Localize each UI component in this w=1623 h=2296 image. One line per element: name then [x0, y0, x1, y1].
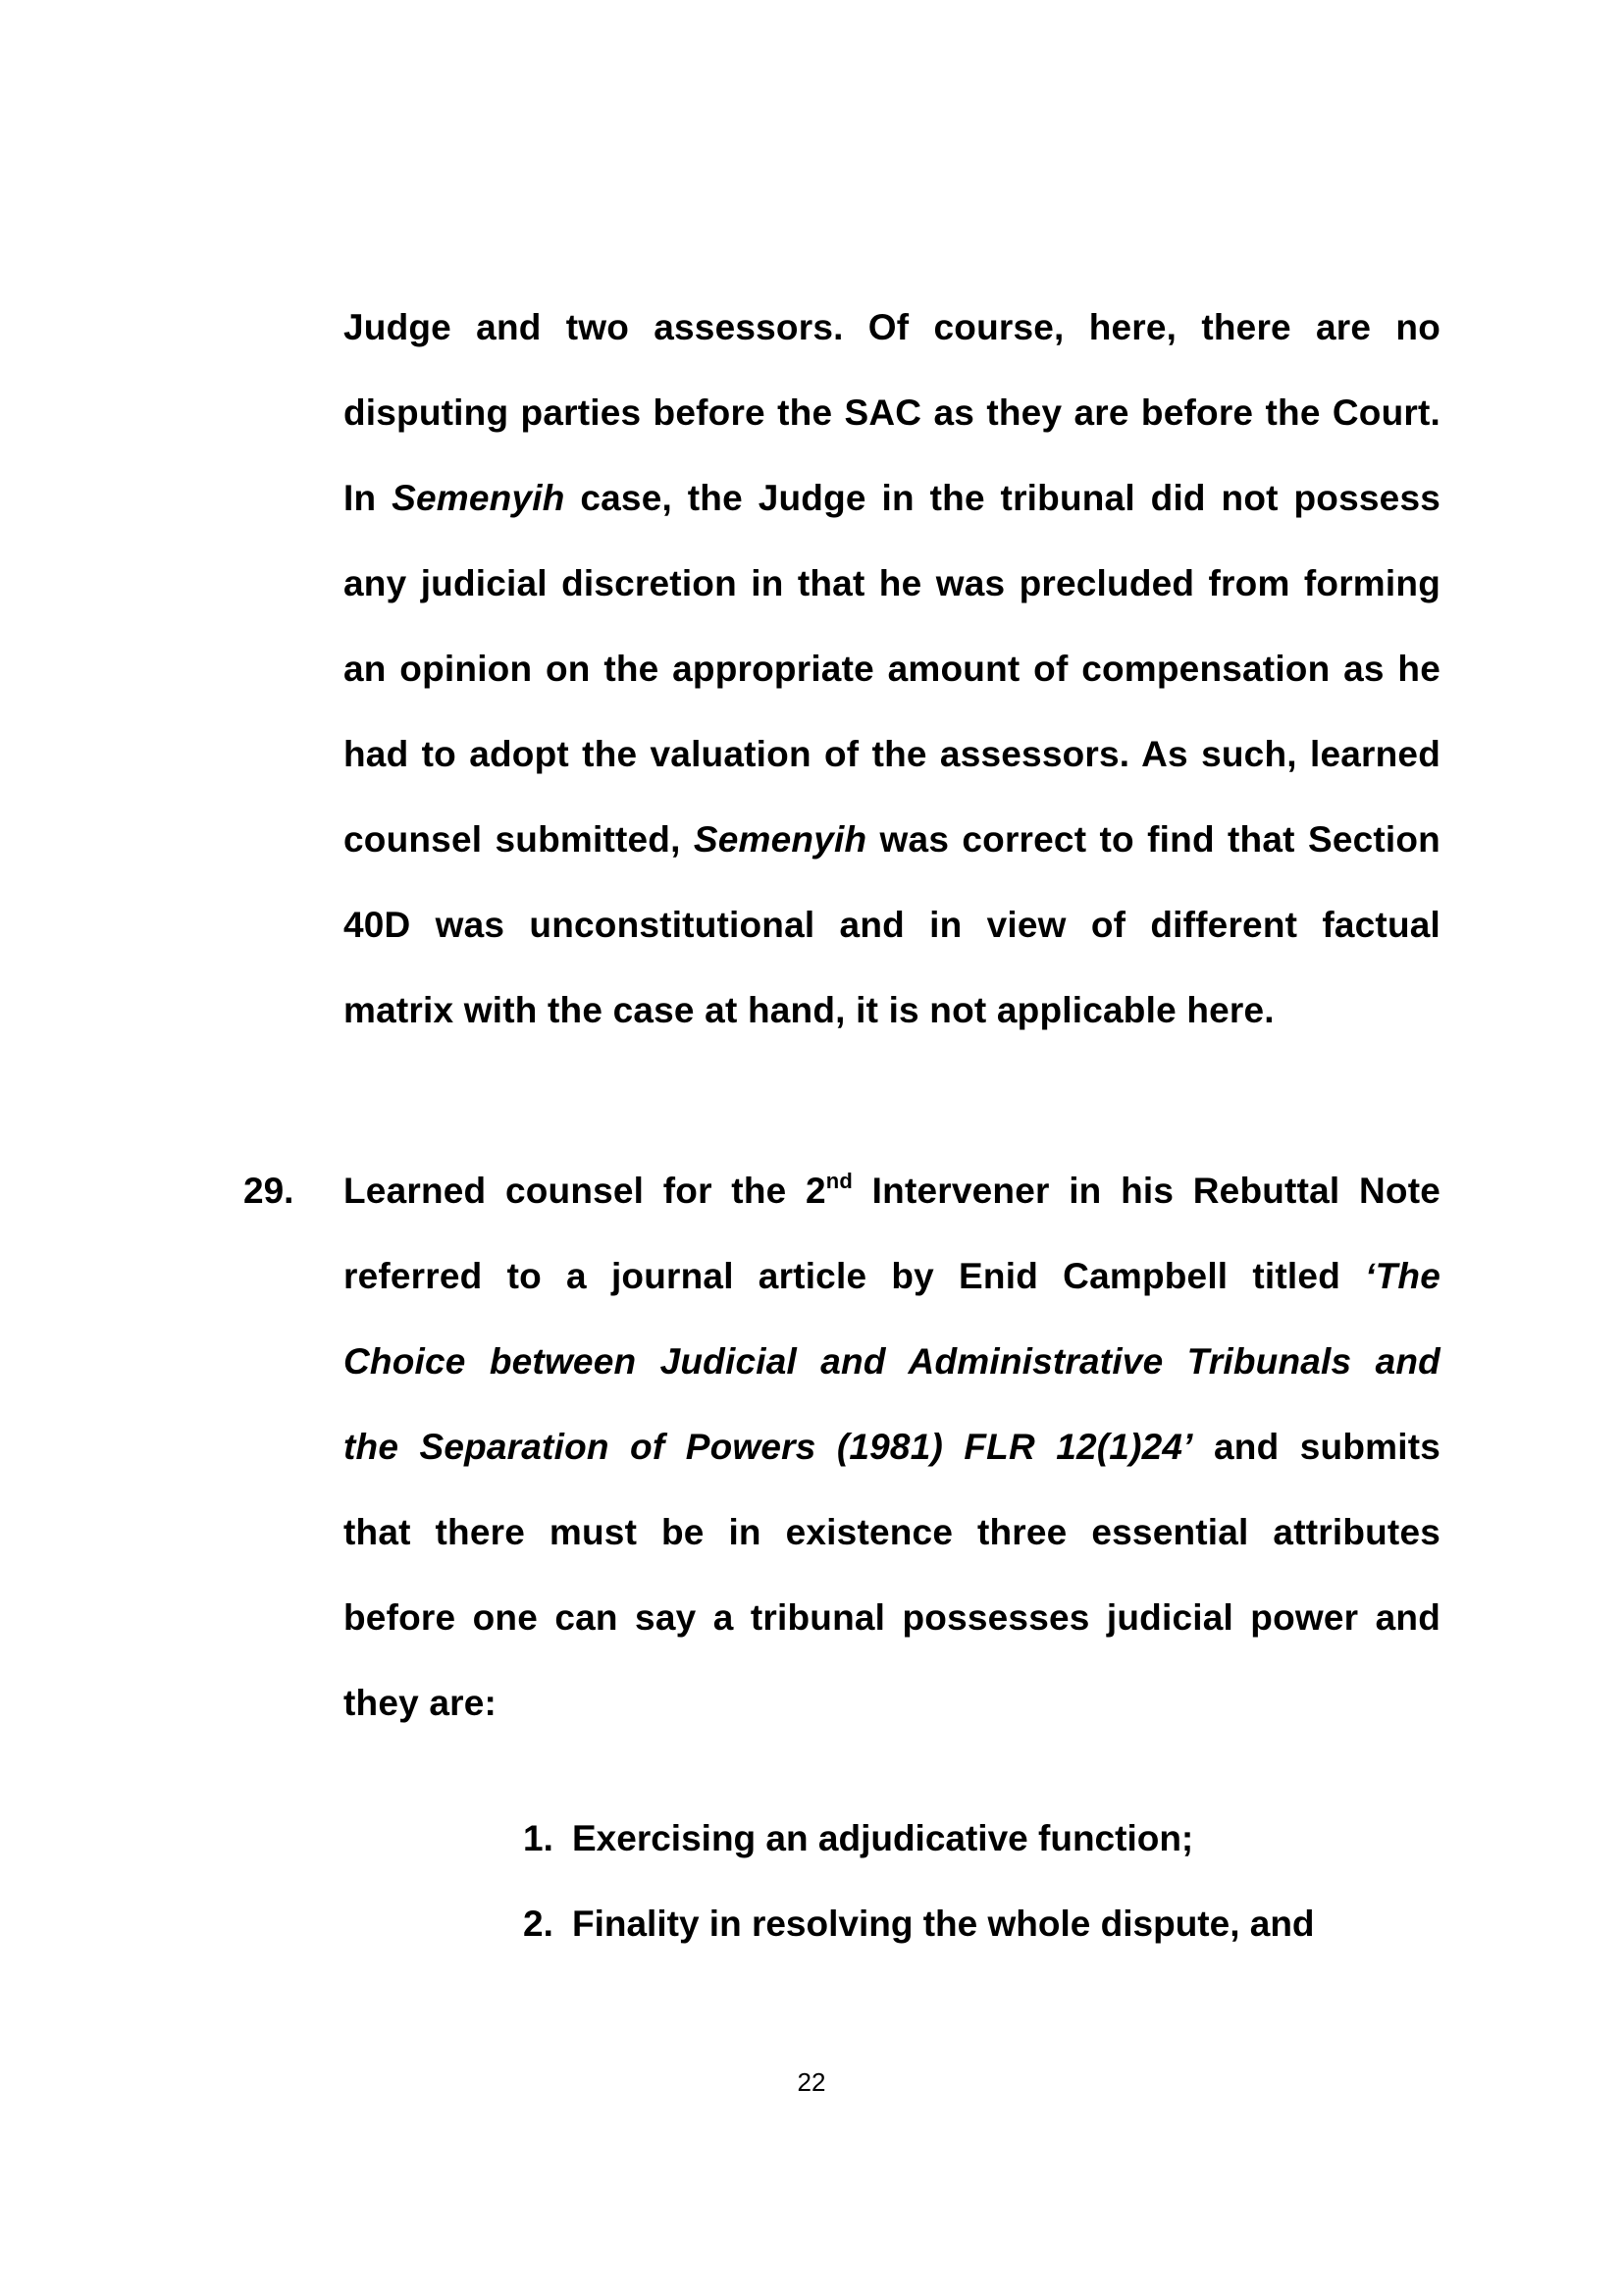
text-line: disputing parties before the SAC as they are before the Court.: [343, 392, 1440, 433]
page-number: 22: [797, 2067, 826, 2097]
text-fragment: case, the Judge in the tribunal did not possess: [564, 478, 1440, 518]
text-fragment: Intervener in his Rebuttal Note: [853, 1171, 1440, 1211]
text-line: an opinion on the appropriate amount of compensation as he: [343, 649, 1440, 689]
text-line: [343, 1233, 1440, 1319]
list-item-text: Finality in resolving the whole dispute, and: [572, 1904, 1315, 1944]
text-fragment: counsel submitted,: [343, 819, 694, 860]
article-title-line: Choice between Judicial and Administrative Tribunals and: [343, 1341, 1440, 1382]
intro-paragraph: [343, 285, 1440, 1053]
text-line: they are:: [343, 1683, 497, 1723]
text-line: [343, 1404, 1440, 1489]
list-item: [523, 1796, 1315, 1881]
text-line: any judicial discretion in that he was precluded from forming: [343, 563, 1440, 603]
text-line: before one can say a tribunal possesses judicial power and: [343, 1597, 1440, 1638]
text-fragment: referred to a journal article by Enid Campbell titled: [343, 1256, 1366, 1296]
paragraph-29: [343, 1148, 1440, 1746]
list-item-text: Exercising an adjudicative function;: [572, 1818, 1194, 1858]
text-line: that there must be in existence three essential attributes: [343, 1512, 1440, 1552]
text-line: Judge and two assessors. Of course, here, there are no: [343, 307, 1440, 347]
text-fragment: was correct to find that Section: [866, 819, 1440, 860]
text-fragment: Learned counsel for the 2: [343, 1171, 826, 1211]
list-item-number: 1.: [523, 1818, 553, 1858]
text-line: had to adopt the valuation of the assessors. As such, learned: [343, 734, 1440, 774]
list-item-number: 2.: [523, 1904, 553, 1944]
article-title-italic: ‘The: [1365, 1256, 1440, 1296]
text-line: [343, 1148, 1440, 1233]
text-fragment: and submits: [1192, 1427, 1440, 1467]
text-line: matrix with the case at hand, it is not applicable here.: [343, 990, 1275, 1030]
case-name-italic: Semenyih: [392, 478, 565, 518]
article-title-italic: the Separation of Powers (1981) FLR 12(1)24’: [343, 1427, 1193, 1467]
case-name-italic: Semenyih: [693, 819, 867, 860]
ordinal-superscript: nd: [825, 1168, 854, 1193]
text-line: [343, 797, 1440, 882]
paragraph-number: 29.: [243, 1171, 294, 1211]
attributes-list: [523, 1796, 1315, 1966]
text-fragment: In: [343, 478, 393, 518]
text-line: [343, 455, 1440, 541]
text-line: 40D was unconstitutional and in view of different factual: [343, 905, 1440, 945]
list-item: [523, 1881, 1315, 1966]
